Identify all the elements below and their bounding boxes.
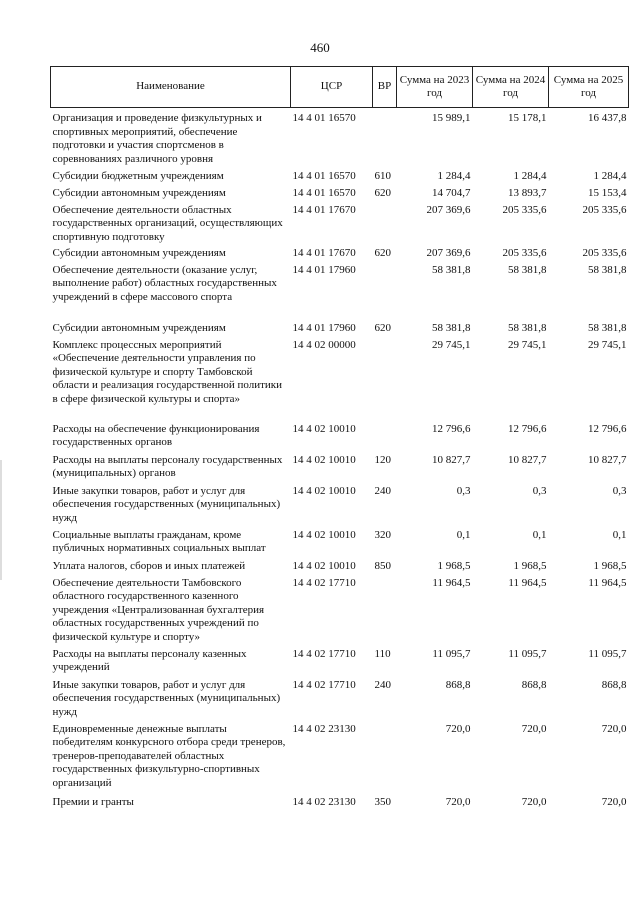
row-vr-cell	[373, 204, 397, 247]
header-csr: ЦСР	[291, 67, 373, 108]
row-sum-2024-cell: 13 893,7	[508, 186, 547, 199]
row-sum-2025-cell: 868,8	[601, 678, 627, 691]
table-row	[51, 170, 629, 187]
header-name: Наименование	[51, 67, 291, 108]
table-row	[51, 648, 629, 679]
row-sum-2023-cell: 207 369,6	[426, 246, 471, 259]
row-sum-2023-cell: 11 964,5	[432, 576, 471, 589]
row-name-cell: Премии и гранты	[52, 795, 134, 808]
page-number: 460	[310, 40, 330, 55]
row-csr-cell: 14 4 02 23130	[292, 722, 356, 735]
row-sum-2025-cell: 205 335,6	[582, 246, 627, 259]
row-vr-cell: 610	[374, 169, 391, 182]
row-sum-2025-cell: 58 381,8	[588, 321, 627, 334]
row-sum-2023-cell: 14 704,7	[432, 186, 471, 199]
row-vr-cell: 110	[374, 647, 391, 660]
row-sum-2024-cell: 11 964,5	[508, 576, 547, 589]
row-sum-2023-cell: 0,3	[456, 484, 471, 497]
row-sum-2023-cell: 12 796,6	[432, 422, 471, 435]
header-sum-2024: Сумма на 2024 год	[473, 67, 549, 108]
row-sum-2025-cell: 16 437,8	[588, 112, 627, 124]
row-sum-2024-cell: 1 968,5	[513, 559, 547, 572]
row-name-cell: Субсидии бюджетным учреждениям	[52, 169, 224, 182]
row-name-cell: Комплекс процессных мероприятий «Обеспечение деятельности управления по физической культуре и спорту Тамбовской области и реализация государственной политики в сфере физической культуры и спорта»	[52, 338, 283, 405]
row-csr-cell: 14 4 01 17670	[292, 246, 356, 259]
table-row	[51, 204, 629, 247]
row-vr-cell	[373, 577, 397, 648]
row-sum-2023-cell: 207 369,6	[426, 203, 471, 216]
table-header	[51, 67, 629, 108]
row-sum-2024-cell: 720,0	[521, 795, 547, 808]
table-row	[51, 529, 629, 560]
row-vr-cell: 620	[374, 321, 391, 334]
row-sum-2025-cell: 10 827,7	[588, 453, 627, 466]
table-body	[51, 108, 629, 813]
table-row	[51, 247, 629, 264]
row-sum-2025-cell: 0,3	[612, 484, 627, 497]
row-name-cell: Единовременные денежные выплаты победителям конкурсного отбора среди тренеров, тренеров-преподавателей областных государственных физкультурно-спортивных организаций	[52, 722, 286, 789]
row-name-cell: Субсидии автономным учреждениям	[52, 246, 226, 259]
row-vr-cell	[373, 723, 397, 796]
table-row	[51, 454, 629, 485]
row-vr-cell	[373, 423, 397, 454]
row-vr-cell	[373, 339, 397, 423]
row-sum-2024-cell: 12 796,6	[508, 422, 547, 435]
row-sum-2024-cell: 58 381,8	[508, 263, 547, 276]
row-csr-cell: 14 4 01 16570	[292, 112, 356, 124]
row-vr-cell: 320	[374, 528, 391, 541]
row-sum-2024-cell: 29 745,1	[508, 338, 547, 351]
row-sum-2023-cell: 720,0	[445, 795, 471, 808]
row-sum-2025-cell: 29 745,1	[588, 338, 627, 351]
row-name-cell: Социальные выплаты гражданам, кроме публичных нормативных социальных выплат	[52, 528, 266, 554]
row-vr-cell	[373, 264, 397, 322]
row-vr-cell: 240	[374, 484, 391, 497]
row-name-cell: Расходы на выплаты персоналу государственных (муниципальных) органов	[52, 453, 283, 479]
row-csr-cell: 14 4 02 10010	[292, 528, 356, 541]
row-vr-cell	[373, 108, 397, 170]
row-sum-2024-cell: 0,1	[532, 528, 547, 541]
row-vr-cell: 850	[374, 559, 391, 572]
row-vr-cell: 620	[374, 186, 391, 199]
row-vr-cell: 240	[374, 678, 391, 691]
row-csr-cell: 14 4 02 10010	[292, 453, 356, 466]
row-sum-2025-cell: 11 095,7	[588, 647, 627, 660]
table-row	[51, 322, 629, 339]
row-sum-2024-cell: 10 827,7	[508, 453, 547, 466]
scan-edge-mark	[0, 460, 2, 580]
row-csr-cell: 14 4 01 17670	[292, 203, 356, 216]
row-sum-2024-cell: 205 335,6	[502, 246, 547, 259]
row-sum-2025-cell: 15 153,4	[588, 186, 627, 199]
row-sum-2023-cell: 1 968,5	[437, 559, 471, 572]
row-csr-cell: 14 4 02 17710	[292, 647, 356, 660]
row-csr-cell: 14 4 01 16570	[292, 186, 356, 199]
row-sum-2024-cell: 0,3	[532, 484, 547, 497]
row-sum-2023-cell: 10 827,7	[432, 453, 471, 466]
table-row	[51, 187, 629, 204]
row-name-cell: Обеспечение деятельности (оказание услуг, выполнение работ) областных государственных учреждений в сфере массового спорта	[52, 263, 277, 303]
row-name-cell: Субсидии автономным учреждениям	[52, 321, 226, 334]
row-sum-2025-cell: 205 335,6	[582, 203, 627, 216]
row-name-cell: Расходы на обеспечение функционирования государственных органов	[52, 422, 260, 448]
row-sum-2025-cell: 1 968,5	[593, 559, 627, 572]
row-name-cell: Обеспечение деятельности Тамбовского областного государственного казенного учреждения «Централизованная бухгалтерия областных государственных учреждений по физической культуре и спорту»	[52, 576, 265, 643]
table-row	[51, 423, 629, 454]
row-sum-2025-cell: 12 796,6	[588, 422, 627, 435]
row-sum-2025-cell: 720,0	[601, 722, 627, 735]
row-sum-2024-cell: 720,0	[521, 722, 547, 735]
row-vr-cell: 120	[374, 453, 391, 466]
table-row	[51, 264, 629, 322]
row-name-cell: Иные закупки товаров, работ и услуг для обеспечения государственных (муниципальных) нужд	[52, 484, 281, 524]
row-name-cell: Субсидии автономным учреждениям	[52, 186, 226, 199]
row-sum-2025-cell: 720,0	[601, 795, 627, 808]
row-name-cell: Организация и проведение физкультурных и спортивных мероприятий, обеспечение подготовки и участия спортсменов в соревнованиях различного уровня	[52, 112, 262, 165]
row-name-cell: Уплата налогов, сборов и иных платежей	[52, 559, 246, 572]
row-csr-cell: 14 4 02 00000	[292, 338, 356, 351]
row-csr-cell: 14 4 01 17960	[292, 321, 356, 334]
row-csr-cell: 14 4 01 16570	[292, 169, 356, 182]
row-sum-2023-cell: 0,1	[456, 528, 471, 541]
row-name-cell: Иные закупки товаров, работ и услуг для обеспечения государственных (муниципальных) нужд	[52, 678, 281, 718]
budget-table	[50, 66, 629, 813]
table-row	[51, 723, 629, 796]
row-vr-cell: 350	[374, 795, 391, 808]
header-sum-2023: Сумма на 2023 год	[397, 67, 473, 108]
table-row	[51, 796, 629, 813]
header-vr: ВР	[373, 67, 397, 108]
row-csr-cell: 14 4 02 17710	[292, 678, 356, 691]
table-row	[51, 577, 629, 648]
row-sum-2023-cell: 29 745,1	[432, 338, 471, 351]
row-sum-2023-cell: 720,0	[445, 722, 471, 735]
row-sum-2023-cell: 11 095,7	[432, 647, 471, 660]
row-sum-2024-cell: 868,8	[521, 678, 547, 691]
row-sum-2025-cell: 58 381,8	[588, 263, 627, 276]
row-sum-2023-cell: 58 381,8	[432, 321, 471, 334]
row-csr-cell: 14 4 02 10010	[292, 559, 356, 572]
header-sum-2025: Сумма на 2025 год	[549, 67, 629, 108]
row-sum-2023-cell: 58 381,8	[432, 263, 471, 276]
table-row	[51, 108, 629, 170]
row-sum-2024-cell: 1 284,4	[513, 169, 547, 182]
table-row	[51, 679, 629, 723]
row-sum-2023-cell: 868,8	[445, 678, 471, 691]
row-name-cell: Обеспечение деятельности областных государственных организаций, осуществляющих спортивную подготовку	[52, 203, 283, 243]
row-csr-cell: 14 4 02 10010	[292, 422, 356, 435]
row-sum-2024-cell: 205 335,6	[502, 203, 547, 216]
row-sum-2025-cell: 0,1	[612, 528, 627, 541]
row-sum-2025-cell: 11 964,5	[588, 576, 627, 589]
table-row	[51, 485, 629, 529]
row-sum-2024-cell: 11 095,7	[508, 647, 547, 660]
row-csr-cell: 14 4 02 10010	[292, 484, 356, 497]
table-row	[51, 560, 629, 577]
table-row	[51, 339, 629, 423]
row-sum-2023-cell: 1 284,4	[437, 169, 471, 182]
row-vr-cell: 620	[374, 246, 391, 259]
row-csr-cell: 14 4 02 23130	[292, 795, 356, 808]
row-sum-2024-cell: 15 178,1	[508, 112, 547, 124]
row-sum-2024-cell: 58 381,8	[508, 321, 547, 334]
row-name-cell: Расходы на выплаты персоналу казенных учреждений	[52, 647, 247, 673]
row-sum-2023-cell: 15 989,1	[432, 112, 471, 124]
row-csr-cell: 14 4 01 17960	[292, 263, 356, 276]
row-sum-2025-cell: 1 284,4	[593, 169, 627, 182]
row-csr-cell: 14 4 02 17710	[292, 576, 356, 589]
